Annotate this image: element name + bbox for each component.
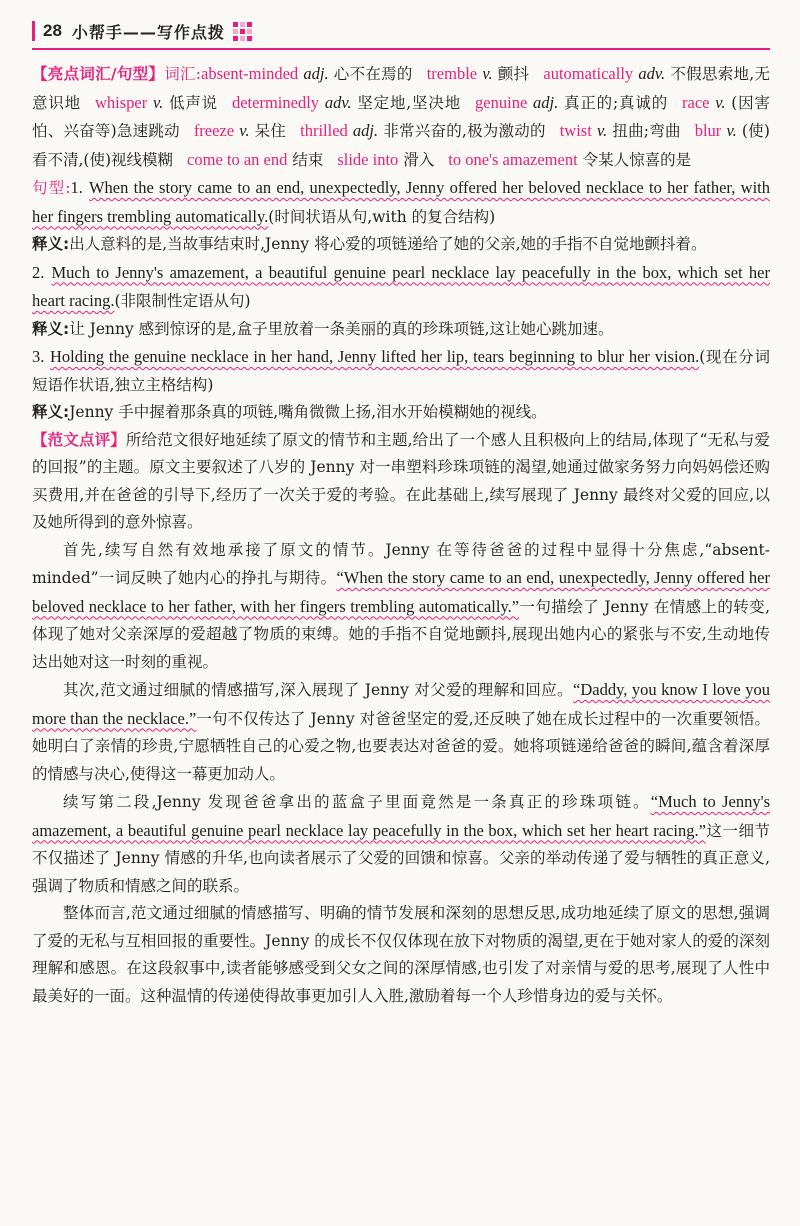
page-content: [32, 60, 770, 1010]
vocab-pos: v.: [239, 121, 250, 140]
sentence-number: 3.: [32, 347, 45, 366]
vocab-meaning: 真正的;真诚的: [564, 93, 669, 112]
running-title: 小帮手——写作点拨: [71, 22, 225, 42]
vocab-item: [323, 151, 434, 169]
explanation-text: 出人意料的是,当故事结束时,Jenny 将心爱的项链递给了她的父亲,她的手指不自觉地颤抖着。: [69, 235, 707, 253]
vocab-item: [434, 151, 691, 169]
vocab-pos: v.: [482, 64, 493, 83]
vocab-meaning: 滑入: [403, 150, 435, 169]
sentence-list: [32, 174, 770, 427]
vocab-word: thrilled: [300, 121, 348, 140]
vocab-section-tag: 【亮点词汇/句型】: [32, 65, 165, 83]
vocab-word: whisper: [94, 92, 148, 112]
vocab-item: [173, 151, 323, 169]
review-paragraph-2: 首先,续写自然有效地承接了原文的情节。Jenny 在等待爸爸的过程中显得十分焦虑,“absent-minded”一词反映了她内心的挣扎与期待。“When the story came to an end, unexpectedly, Jenny offered her beloved necklace to her father, with her fingers trembling automatically.”一句描绘了 Jenny 在情感上的转变,体现了她对父亲深厚的爱超越了物质的束缚。她的手指不自觉地颤抖,展现出她内心的紧张与不安,生动地传达出她对这一时刻的重视。: [32, 540, 771, 671]
vocab-meaning: (因害怕、兴奋等)急速跳动: [32, 93, 770, 140]
review-section-tag: 【范文点评】: [32, 430, 126, 449]
vocab-pos: v.: [153, 92, 164, 112]
vocab-item: [218, 94, 461, 112]
sentence-item: [32, 174, 770, 231]
vocab-word: determinedly: [231, 92, 320, 112]
sentence-number: 1.: [70, 178, 83, 197]
vocab-word: automatically: [543, 64, 634, 83]
sentence-note: (非限制性定语从句): [114, 292, 251, 310]
page-header: [32, 14, 770, 50]
page-number: 28: [32, 21, 62, 41]
sentence-text: Much to Jenny's amazement, a beautiful genuine pearl necklace lay peacefully in the box, which set her heart racing.: [32, 262, 770, 310]
sentence-item: [32, 343, 770, 399]
vocab-word: race: [682, 92, 710, 112]
vocab-meaning: 坚定地,坚决地: [357, 93, 462, 112]
vocab-pos: adv.: [324, 92, 352, 112]
vocab-word: genuine: [475, 92, 528, 112]
vocab-meaning: 颤抖: [497, 65, 530, 83]
vocab-item: [286, 122, 546, 140]
review-paragraph-4: 续写第二段,Jenny 发现爸爸拿出的蓝盒子里面竟然是一条真正的珍珠项链。“Much to Jenny's amazement, a beautiful genuine pearl necklace lay peacefully in the box, which set her heart racing.”这一细节不仅描述了 Jenny 情感的升华,也向读者展示了父爱的回馈和惊喜。父亲的举动传递了爱与牺牲的真正意义,强调了物质和情感之间的联系。: [32, 792, 770, 895]
vocab-pos: adj.: [303, 64, 329, 83]
vocab-word: twist: [559, 121, 592, 140]
vocab-meaning: 呆住: [254, 122, 287, 140]
explanation-label: 释义:: [32, 235, 70, 253]
vocab-item: [81, 94, 218, 112]
vocab-word: to one's amazement: [448, 149, 578, 169]
explanation-text: Jenny 手中握着那条真的项链,嘴角微微上扬,泪水开始模糊她的视线。: [69, 403, 547, 421]
sentence-note: (现在分词短语作状语,独立主格结构): [32, 348, 770, 394]
vocab-item: [546, 122, 681, 140]
sentence-item: [32, 259, 770, 316]
vocab-pos: adj.: [533, 92, 559, 112]
vocab-word: slide into: [337, 149, 399, 169]
explanation-label: 释义:: [32, 403, 70, 421]
vocab-pos: v.: [596, 121, 608, 140]
sentence-number: 2.: [32, 262, 45, 282]
vocab-word: blur: [694, 121, 722, 140]
vocab-word: come to an end: [187, 149, 288, 169]
sentence-label: 句型:: [32, 179, 71, 197]
vocab-item: [201, 65, 413, 83]
vocab-meaning: 低声说: [169, 93, 218, 112]
vocab-meaning: 扭曲;弯曲: [612, 122, 681, 140]
quote-2: “Daddy, you know I love you more than the necklace.”: [32, 680, 770, 728]
sentence-text: When the story came to an end, unexpectedly, Jenny offered her beloved necklace to her father, with her fingers trembling automatically.: [32, 178, 770, 226]
vocab-meaning: 不假思索地,无意识地: [32, 65, 770, 112]
vocab-word: freeze: [193, 121, 235, 140]
vocab-pos: adj.: [352, 121, 379, 140]
vocab-meaning: 令某人惊喜的是: [582, 150, 692, 169]
quote-3: “Much to Jenny's amazement, a beautiful genuine pearl necklace lay peacefully in the box, which set her heart racing.”: [32, 792, 770, 840]
vocab-pos: adv.: [638, 64, 666, 83]
vocab-item: [413, 65, 530, 83]
quote-1: “When the story came to an end, unexpectedly, Jenny offered her beloved necklace to her father, with her fingers trembling automatically.”: [32, 568, 770, 616]
sentence-explanation: [32, 316, 770, 344]
review-paragraph-1: 【范文点评】所给范文很好地延续了原文的情节和主题,给出了一个感人且积极向上的结局,体现了“无私与爱的回报”的主题。原文主要叙述了八岁的 Jenny 对一串塑料珍珠项链的渴望,她通过做家务努力向妈妈偿还购买费用,并在爸爸的引导下,经历了一次关于爱的考验。在此基础上,续写展现了 Jenny 最终对父爱的回应,以及她所得到的意外惊喜。: [32, 430, 770, 531]
vocab-item: [461, 94, 668, 112]
sentence-note: (时间状语从句,with 的复合结构): [268, 207, 496, 226]
review-paragraph-3: 其次,范文通过细腻的情感描写,深入展现了 Jenny 对父爱的理解和回应。“Daddy, you know I love you more than the necklace.”一句不仅传达了 Jenny 对爸爸坚定的爱,还反映了她在成长过程中的一次重要领悟。她明白了亲情的珍贵,宁愿牺牲自己的心爱之物,也要表达对爸爸的爱。她将项链递给爸爸的瞬间,蕴含着深厚的情感与决心,使得这一幕更加动人。: [32, 680, 770, 783]
sentence-text: Holding the genuine necklace in her hand, Jenny lifted her lip, tears beginning to blur her vision.: [49, 347, 700, 366]
review-paragraph-5: 整体而言,范文通过细腻的情感描写、明确的情节发展和深刻的思想反思,成功地延续了原文的思想,强调了爱的无私与互相回报的重要性。Jenny 的成长不仅仅体现在放下对物质的渴望,更在于她对家人的爱的深刻理解和感恩。在这段叙事中,读者能够感受到父女之间的深厚情感,也引发了对亲情与爱的思考,展现了人性中最美好的一面。这种温情的传递使得故事更加引人入胜,激励着每一个人珍惜身边的爱与关怀。: [32, 904, 770, 1005]
explanation-text: 让 Jenny 感到惊讶的是,盒子里放着一条美丽的真的珍珠项链,这让她心跳加速。: [69, 319, 614, 338]
vocab-pos: v.: [715, 92, 726, 112]
vocab-label: 词汇:: [164, 65, 201, 83]
sentence-explanation: [32, 399, 770, 427]
vocab-item: [180, 122, 286, 140]
vocab-block: [32, 60, 770, 174]
sentence-explanation: [32, 231, 770, 259]
decorative-squares-icon: [233, 22, 252, 41]
vocab-meaning: 非常兴奋的,极为激动的: [383, 122, 546, 140]
vocab-meaning: 结束: [292, 150, 324, 169]
vocab-meaning: 心不在焉的: [333, 65, 413, 83]
vocab-meaning: (使)看不清,(使)视线模糊: [32, 122, 770, 169]
vocab-word: absent-minded: [201, 64, 299, 83]
vocab-word: tremble: [426, 64, 478, 83]
explanation-label: 释义:: [32, 319, 70, 338]
vocab-pos: v.: [726, 121, 737, 140]
